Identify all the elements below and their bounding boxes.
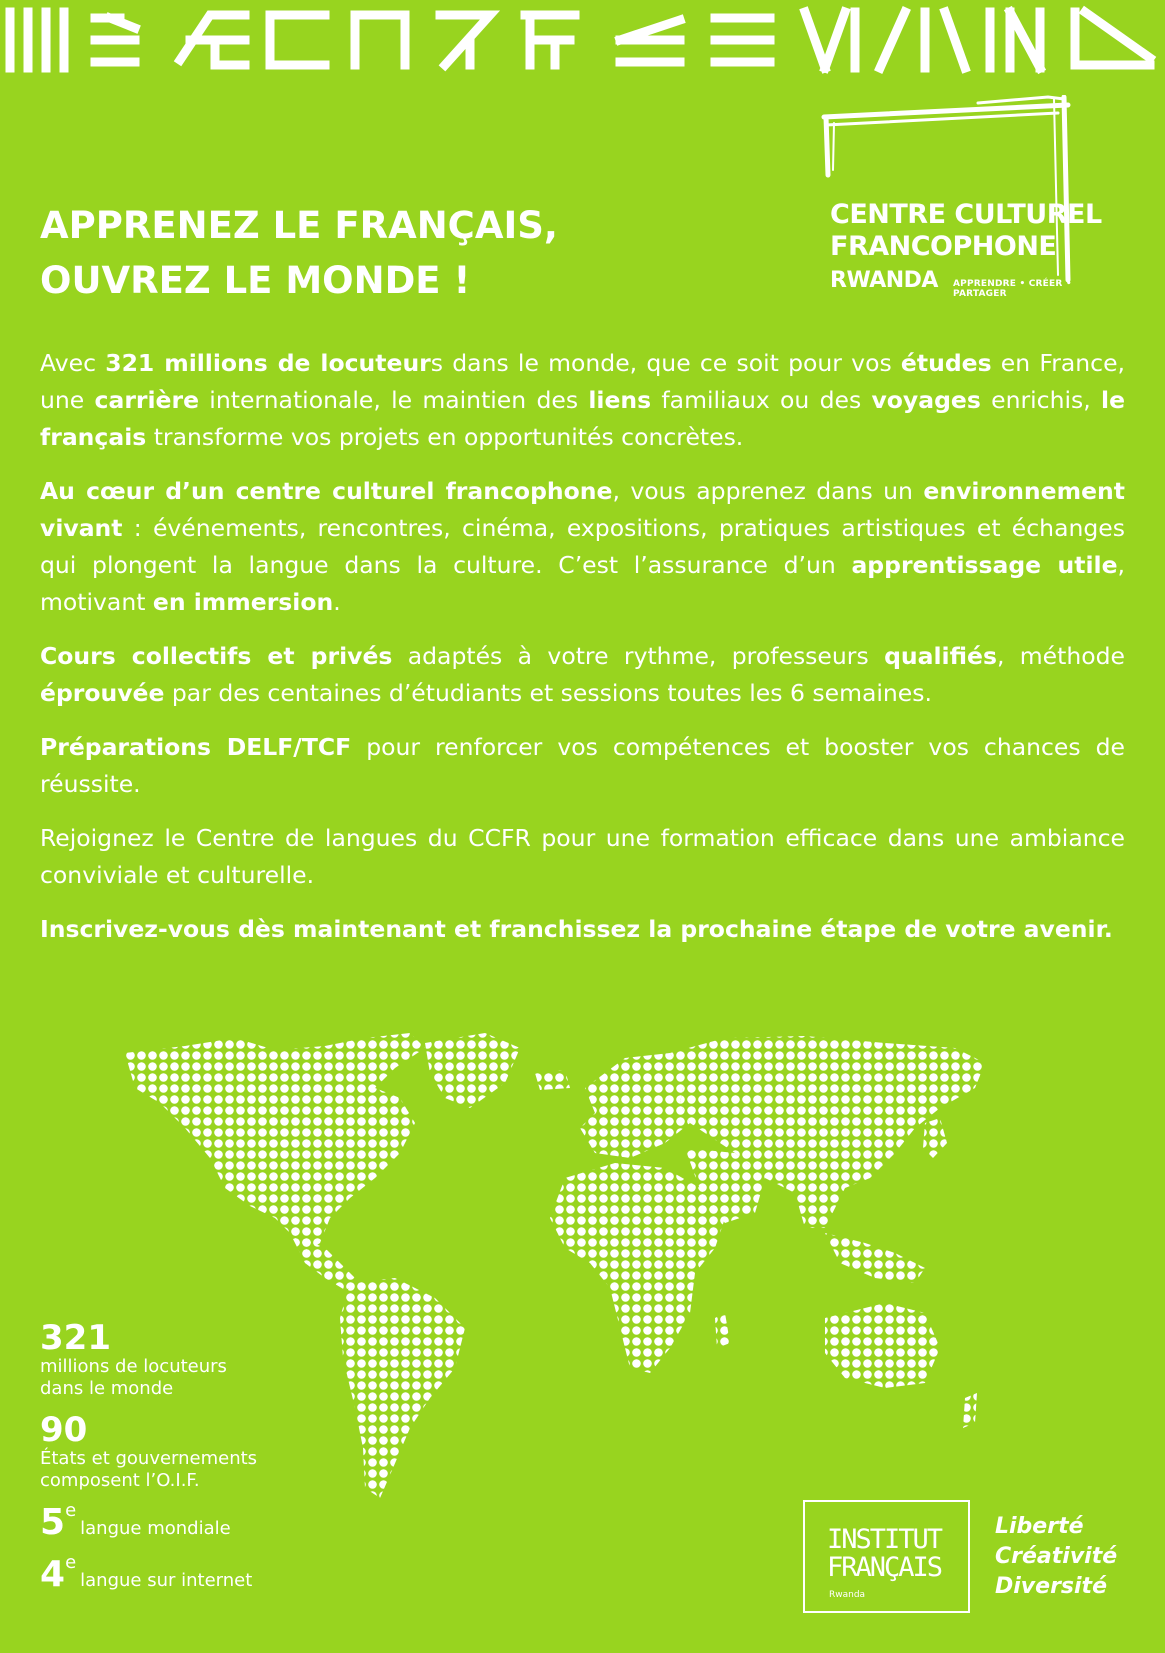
stat-speakers-line-1: millions de locuteurs bbox=[40, 1356, 227, 1377]
paragraph-run: 321 millions de locuteur bbox=[105, 349, 431, 377]
paragraph-run: Rejoignez le Centre de langues du CCFR pour une formation efficace dans une ambiance conviviale et culturelle. bbox=[40, 824, 1125, 889]
motto-line-2: Créativité bbox=[995, 1544, 1118, 1569]
paragraph-4 bbox=[40, 729, 1125, 803]
stat-internet-rank-sup: e bbox=[65, 1552, 77, 1573]
stat-internet-rank-text: langue sur internet bbox=[80, 1570, 253, 1591]
paragraph-run: en immersion bbox=[152, 588, 334, 616]
paragraph-run: : événements, rencontres, cinéma, expositions, pratiques artistiques et échanges qui plongent la langue dans la culture. C’est l’assurance d’un bbox=[40, 514, 1125, 579]
paragraph-run: enrichis, bbox=[980, 386, 1102, 414]
stat-internet-rank bbox=[40, 1552, 252, 1595]
headline bbox=[40, 198, 740, 308]
paragraph-run: éprouvée bbox=[40, 679, 165, 707]
stat-world-rank-text: langue mondiale bbox=[80, 1518, 231, 1539]
headline-line-2: OUVREZ LE MONDE ! bbox=[40, 259, 471, 302]
institut-francais-sub: Rwanda bbox=[829, 1590, 866, 1600]
stat-world-rank-number: 5 bbox=[40, 1502, 66, 1543]
paragraph-run: internationale, le maintien des bbox=[199, 386, 589, 414]
paragraph-run: Préparations DELF/TCF bbox=[40, 733, 352, 761]
motto-line-3: Diversité bbox=[995, 1574, 1107, 1599]
stat-states-line-2: composent l’O.I.F. bbox=[40, 1470, 200, 1491]
paragraph-run: transforme vos projets en opportunités concrètes. bbox=[146, 423, 744, 451]
logo-line-2: FRANCOPHONE bbox=[830, 231, 1057, 262]
paragraph-run: environnement vivant bbox=[40, 477, 1125, 542]
logo-tagline: APPRENDRE • CRÉER • PARTAGER bbox=[953, 279, 1072, 299]
paragraph-run: qualifiés bbox=[884, 642, 997, 670]
ccfr-logo bbox=[818, 95, 1128, 300]
paragraph-run: , méthode bbox=[996, 642, 1125, 670]
paragraph-run: carrière bbox=[94, 386, 200, 414]
paragraph-2 bbox=[40, 473, 1125, 621]
paragraph-run: s dans le monde, que ce soit pour vos bbox=[430, 349, 901, 377]
paragraph-run: , vous apprenez dans un bbox=[612, 477, 924, 505]
paragraph-3 bbox=[40, 638, 1125, 712]
stat-speakers-number: 321 bbox=[40, 1318, 111, 1358]
headline-line-1: APPRENEZ LE FRANÇAIS, bbox=[40, 204, 558, 247]
paragraph-5 bbox=[40, 820, 1125, 894]
paragraph-1 bbox=[40, 345, 1125, 456]
paragraph-run: liens bbox=[588, 386, 652, 414]
paragraph-run: le français bbox=[40, 386, 1126, 451]
paragraph-run: Inscrivez-vous dès maintenant et franchissez la prochaine étape de votre avenir. bbox=[40, 915, 1113, 943]
paragraph-run: , motivant bbox=[40, 551, 1125, 616]
stat-states-line-1: États et gouvernements bbox=[40, 1448, 258, 1469]
motto bbox=[995, 1512, 1155, 1602]
institut-francais-logo bbox=[803, 1500, 970, 1613]
paragraph-run: pour renforcer vos compétences et booster vos chances de réussite. bbox=[40, 733, 1125, 798]
paragraph-run: études bbox=[900, 349, 992, 377]
stat-speakers bbox=[40, 1320, 227, 1400]
stat-internet-rank-number: 4 bbox=[40, 1554, 66, 1595]
stat-states bbox=[40, 1412, 257, 1492]
body-text bbox=[40, 345, 1125, 965]
paragraph-run: adaptés à votre rythme, professeurs bbox=[392, 642, 885, 670]
stat-speakers-line-2: dans le monde bbox=[40, 1378, 174, 1399]
logo-line-3: RWANDA bbox=[830, 268, 938, 293]
paragraph-6 bbox=[40, 911, 1125, 948]
paragraph-run: Cours collectifs et privés bbox=[40, 642, 393, 670]
paragraph-run: Avec bbox=[40, 349, 106, 377]
institut-francais-line-1: INSTITUT bbox=[827, 1524, 942, 1555]
paragraph-run: . bbox=[333, 588, 341, 616]
paragraph-run: familiaux ou des bbox=[651, 386, 872, 414]
institut-francais-line-2: FRANÇAIS bbox=[827, 1552, 942, 1583]
paragraph-run: Au cœur d’un centre culturel francophone bbox=[40, 477, 613, 505]
paragraph-run: apprentissage utile bbox=[851, 551, 1118, 579]
paragraph-run: par des centaines d’étudiants et sessions toutes les 6 semaines. bbox=[164, 679, 932, 707]
paragraph-run: en France, une bbox=[40, 349, 1125, 414]
logo-line-1: CENTRE CULTUREL bbox=[830, 199, 1102, 230]
stat-world-rank-sup: e bbox=[65, 1500, 77, 1521]
motto-line-1: Liberté bbox=[995, 1514, 1084, 1539]
paragraph-run: voyages bbox=[871, 386, 981, 414]
decorative-glyph-strip bbox=[0, 0, 1165, 80]
stat-world-rank bbox=[40, 1500, 231, 1543]
stat-states-number: 90 bbox=[40, 1410, 88, 1450]
